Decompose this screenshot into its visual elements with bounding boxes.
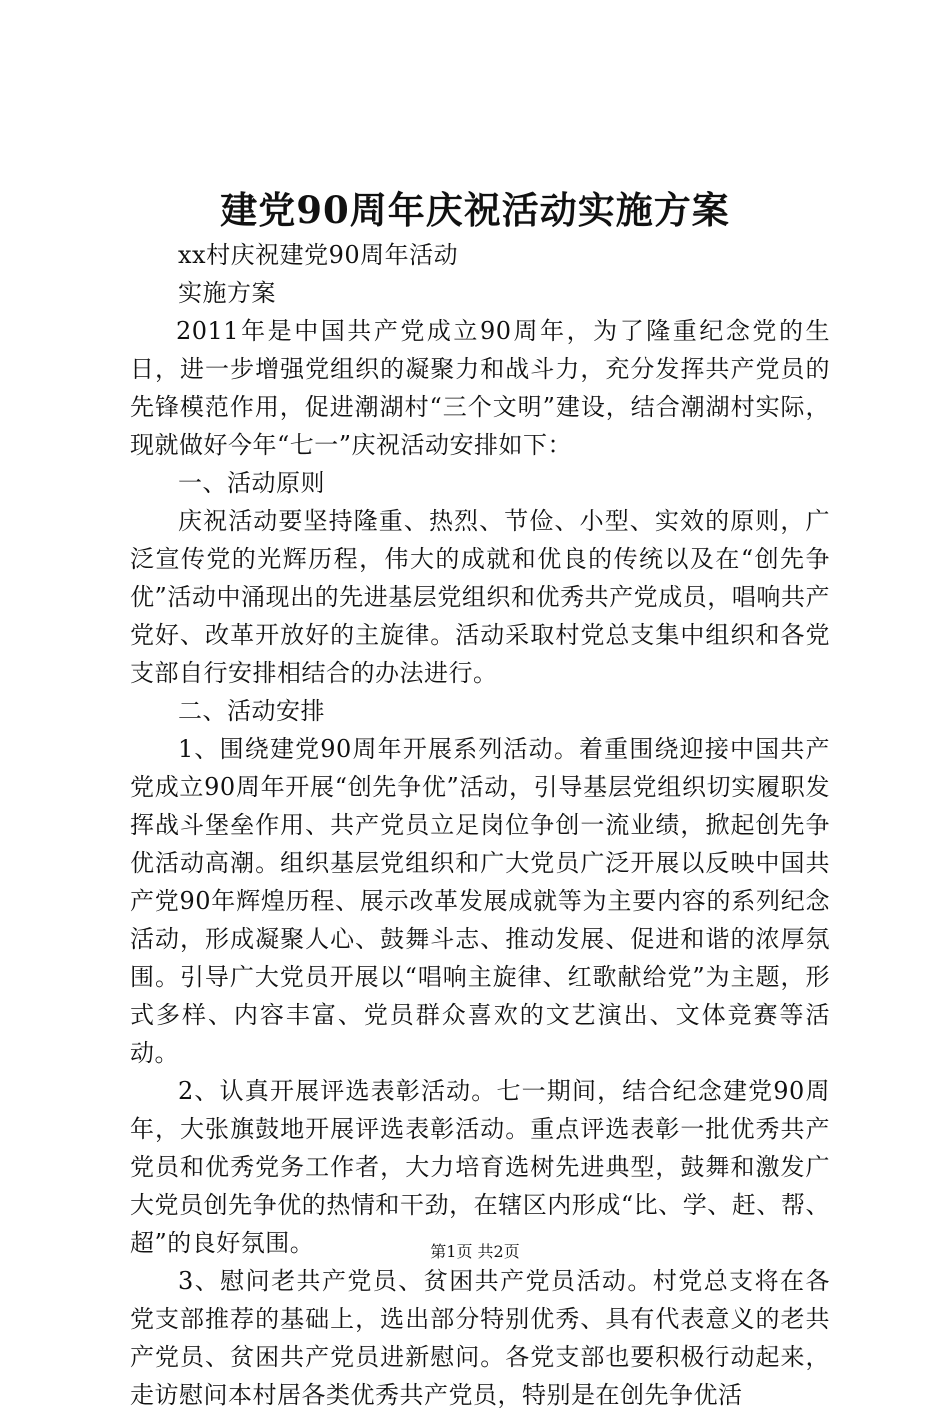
paragraph-village-heading: xx村庆祝建党90周年活动	[178, 241, 459, 269]
paragraph-principles: 庆祝活动要坚持隆重、热烈、节俭、小型、实效的原则，广泛宣传党的光辉历程，伟大的成就和优良的传统以及在“创先争优”活动中涌现出的先进基层党组织和优秀共产党成员，唱响共产党好、改革开放好的主旋律。活动采取村党总支集中组织和各党支部自行安排相结合的办法进行。	[130, 507, 830, 687]
section-heading-arrangements: 二、活动安排	[178, 697, 325, 725]
paragraph-plan-heading: 实施方案	[178, 279, 276, 307]
document-title: 建党90周年庆祝活动实施方案	[220, 188, 730, 232]
paragraph-intro: 2011年是中国共产党成立90周年，为了隆重纪念党的生日，进一步增强党组织的凝聚力和战斗力，充分发挥共产党员的先锋模范作用，促进潮湖村“三个文明”建设，结合潮湖村实际，现就做好今年“七一”庆祝活动安排如下：	[130, 317, 830, 459]
page-number-footer: 第1页 共2页	[430, 1242, 520, 1261]
section-heading-principles: 一、活动原则	[178, 469, 325, 497]
document-body	[130, 236, 830, 1414]
paragraph-item-1: 1、围绕建党90周年开展系列活动。着重围绕迎接中国共产党成立90周年开展“创先争优”活动，引导基层党组织切实履职发挥战斗堡垒作用、共产党员立足岗位争创一流业绩，掀起创先争优活动高潮。组织基层党组织和广大党员广泛开展以反映中国共产党90年辉煌历程、展示改革发展成就等为主要内容的系列纪念活动，形成凝聚人心、鼓舞斗志、推动发展、促进和谐的浓厚氛围。引导广大党员开展以“唱响主旋律、红歌献给党”为主题，形式多样、内容丰富、党员群众喜欢的文艺演出、文体竞赛等活动。	[130, 735, 830, 1067]
paragraph-item-3: 3、慰问老共产党员、贫困共产党员活动。村党总支将在各党支部推荐的基础上，选出部分特别优秀、具有代表意义的老共产党员、贫困共产党员进新慰问。各党支部也要积极行动起来，走访慰问本村居各类优秀共产党员，特别是在创先争优活	[130, 1267, 830, 1409]
paragraph-item-2: 2、认真开展评选表彰活动。七一期间，结合纪念建党90周年，大张旗鼓地开展评选表彰活动。重点评选表彰一批优秀共产党员和优秀党务工作者，大力培育选树先进典型，鼓舞和激发广大党员创先争优的热情和干劲，在辖区内形成“比、学、赶、帮、超”的良好氛围。	[130, 1077, 830, 1257]
